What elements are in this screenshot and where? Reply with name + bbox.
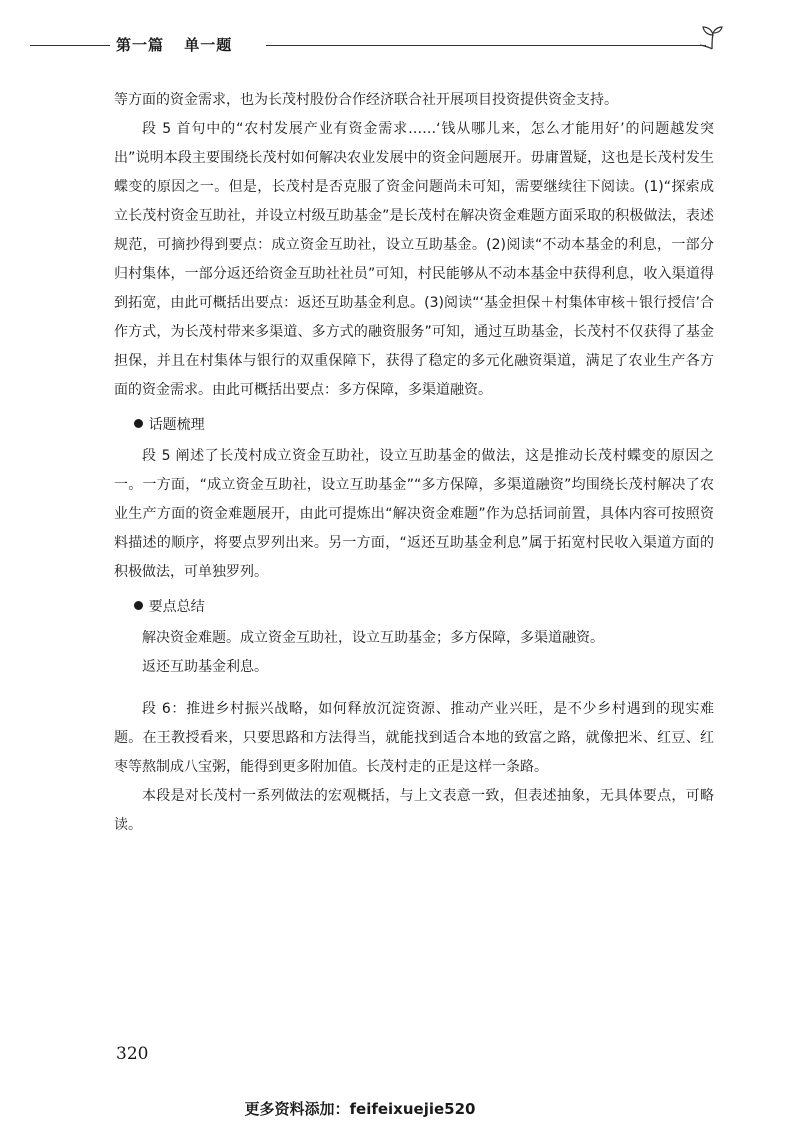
header-rule-left bbox=[30, 45, 110, 46]
paragraph: 等方面的资金需求，也为长茂村股份合作经济联合社开展项目投资提供资金支持。 bbox=[114, 92, 618, 108]
paragraph: 解决资金难题。成立资金互助社，设立互助基金；多方保障，多渠道融资。 bbox=[142, 630, 604, 646]
header-part: 第一篇 bbox=[116, 36, 165, 54]
running-header bbox=[30, 30, 720, 60]
paragraph: 段 5 首句中的“农村发展产业有资金需求……‘钱从哪儿来，怎么才能用好’的问题越发突出”说明本段主要围绕长茂村如何解决农业发展中的资金问题展开。毋庸置疑，这也是长茂村发生蝶变的原因之一。但是，长茂村是否克服了资金问题尚未可知，需要继续往下阅读。(1)“探索成立长茂村资金互助社，并设立村级互助基金”是长茂村在解决资金难题方面采取的积极做法，表述规范，可摘抄得到要点：成立资金互助社，设立互助基金。(2)阅读“不动本基金的利息，一部分归村集体，一部分返还给资金互助社社员”可知，村民能够从不动本基金中获得利息，收入渠道得到拓宽，由此可概括出要点：返还互助基金利息。(3)阅读“‘基金担保＋村集体审核＋银行授信’合作方式，为长茂村带来多渠道、多方式的融资服务”可知，通过互助基金，长茂村不仅获得了基金担保，并且在村集体与银行的双重保障下，获得了稳定的多元化融资渠道，满足了农业生产各方面的资金需求。由此可概括出要点：多方保障，多渠道融资。 bbox=[114, 121, 714, 398]
header-title bbox=[116, 34, 232, 55]
section-heading bbox=[114, 411, 714, 440]
paragraph: 段 5 阐述了长茂村成立资金互助社，设立互助基金的做法，这是推动长茂村蝶变的原因之一。一方面，“成立资金互助社，设立互助基金”“多方保障，多渠道融资”均围绕长茂村解决了农业生产方面的资金难题展开，由此可提炼出“解决资金难题”作为总括词前置，具体内容可按照资料描述的顺序，将要点罗列出来。另一方面，“返还互助基金利息”属于拓宽村民收入渠道方面的积极做法，可单独罗列。 bbox=[114, 448, 714, 580]
header-rule-right bbox=[266, 45, 706, 46]
paragraph: 段 6：推进乡村振兴战略，如何释放沉淀资源、推动产业兴旺，是不少乡村遇到的现实难题。在王教授看来，只要思路和方法得当，就能找到适合本地的致富之路，就像把米、红豆、红枣等熬制成八宝粥，能得到更多附加值。长茂村走的正是这样一条路。 bbox=[114, 701, 714, 775]
section-heading-label: 要点总结 bbox=[148, 599, 205, 615]
footer-note: 更多资料添加：feifeixuejie520 bbox=[244, 1100, 476, 1118]
header-chapter: 单一题 bbox=[184, 36, 233, 54]
paragraph: 本段是对长茂村一系列做法的宏观概括，与上文表意一致，但表述抽象，无具体要点，可略读。 bbox=[114, 788, 714, 833]
section-heading bbox=[114, 593, 714, 622]
sprout-icon bbox=[700, 24, 724, 50]
page-number: 320 bbox=[116, 1044, 149, 1064]
bullet-icon bbox=[134, 419, 143, 428]
paragraph: 返还互助基金利息。 bbox=[142, 659, 268, 675]
body-text bbox=[114, 86, 714, 840]
section-heading-label: 话题梳理 bbox=[148, 417, 205, 433]
bullet-icon bbox=[134, 601, 143, 610]
